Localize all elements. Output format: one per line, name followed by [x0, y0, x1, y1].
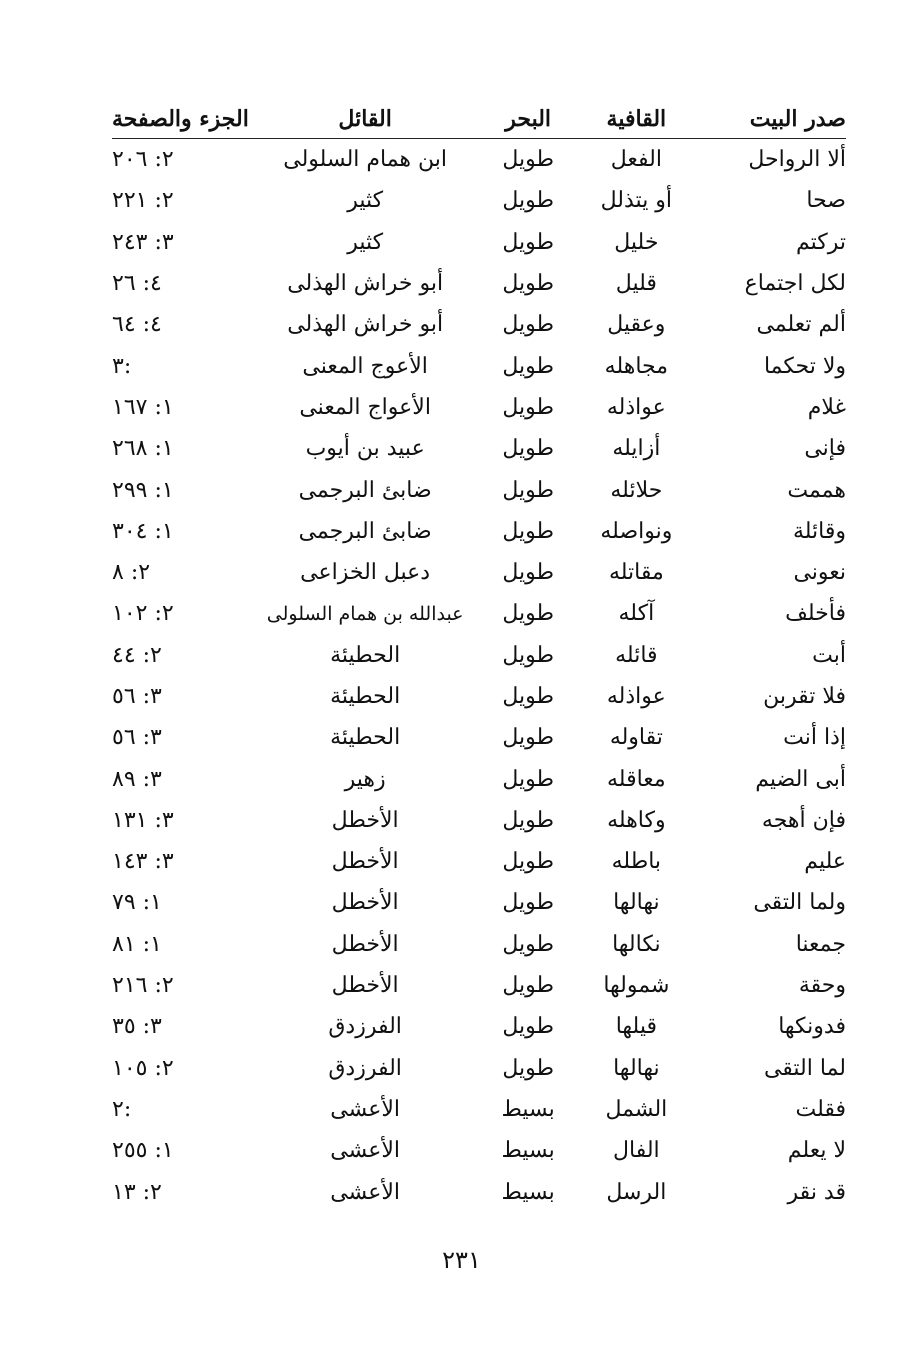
cell-ref: ٤: ٦٤ [112, 312, 162, 338]
cell-rhyme: حلائله [610, 477, 663, 503]
cell-meter: طويل [502, 147, 554, 173]
cell-ref: ٢: ٢١٦ [112, 973, 174, 999]
cell-verse: لكل اجتماع [744, 271, 846, 297]
cell-ref: ١: ٢٩٩ [112, 477, 174, 503]
header-row [112, 90, 846, 139]
header-poet: القائل [249, 90, 482, 139]
cell-meter: طويل [502, 312, 554, 338]
cell-rhyme: قليل [615, 271, 657, 297]
cell-rhyme: عواذله [606, 394, 666, 420]
cell-verse: فإنى [804, 436, 846, 462]
cell-poet: أبو خراش الهذلى [287, 312, 444, 338]
cell-meter: طويل [502, 890, 554, 916]
cell-ref: ٢: ١٠٢ [112, 601, 174, 627]
cell-poet: كثير [347, 229, 384, 255]
table-row [112, 758, 846, 799]
cell-poet: ضابئ البرجمى [298, 518, 432, 544]
table-row [112, 263, 846, 304]
cell-verse: لا يعلم [787, 1138, 846, 1164]
cell-poet: الفرزدق [328, 1014, 402, 1040]
cell-meter: طويل [502, 394, 554, 420]
cell-poet: الحطيئة [330, 642, 401, 668]
cell-meter: طويل [502, 931, 554, 957]
cell-ref: ٢: ٤٤ [112, 642, 162, 668]
table-row [112, 965, 846, 1006]
cell-poet: ابن همام السلولى [283, 147, 448, 173]
cell-meter: طويل [502, 684, 554, 709]
cell-verse: فلا تقربن [763, 684, 846, 709]
cell-verse: غلام [807, 394, 846, 420]
cell-verse: ألم تعلمى [756, 312, 846, 338]
table-row [112, 428, 846, 469]
cell-meter: طويل [502, 188, 554, 214]
cell-rhyme: عواذله [606, 684, 666, 709]
cell-ref: ٢: ٨ [112, 560, 151, 586]
cell-meter: طويل [502, 560, 554, 586]
header-ref: الجزء والصفحة [112, 90, 249, 139]
cell-verse: تركتم [795, 229, 846, 255]
cell-verse: صحا [806, 188, 846, 214]
table-row [112, 552, 846, 593]
cell-meter: بسيط [501, 1096, 555, 1122]
cell-poet: الحطيئة [330, 725, 401, 751]
header-rhyme: القافية [575, 90, 698, 139]
cell-poet: الأعوج المعنى [302, 353, 428, 379]
cell-poet: زهير [344, 766, 386, 792]
cell-poet: الأخطل [331, 973, 399, 999]
cell-meter: طويل [502, 973, 554, 999]
cell-verse: وحقة [798, 973, 846, 999]
cell-verse: هممت [787, 477, 846, 503]
cell-ref: ٣: ١٣١ [112, 807, 174, 833]
cell-rhyme: خليل [614, 229, 659, 255]
cell-rhyme: الرسل [606, 1179, 667, 1205]
cell-meter: طويل [502, 518, 554, 544]
cell-rhyme: الفعل [610, 147, 662, 173]
table-row [112, 924, 846, 965]
table-body [112, 139, 846, 1213]
cell-verse: فإن أهجه [761, 807, 846, 833]
table-row [112, 841, 846, 882]
cell-meter: طويل [502, 477, 554, 503]
cell-ref: ٤: ٢٦ [112, 271, 162, 297]
header-verse: صدر البيت [698, 90, 846, 139]
cell-rhyme: وكاهله [607, 807, 666, 833]
cell-rhyme: آكله [618, 601, 655, 627]
cell-rhyme: معاقله [607, 766, 666, 792]
cell-poet: الأعشى [330, 1138, 401, 1164]
table-row [112, 1089, 846, 1130]
cell-meter: طويل [502, 642, 554, 668]
table-row [112, 180, 846, 221]
cell-poet: الأخطل [331, 849, 399, 875]
cell-ref: ١: ١٦٧ [112, 394, 174, 420]
cell-ref: ٣: ٥٦ [112, 725, 162, 751]
cell-meter: طويل [502, 601, 554, 627]
cell-verse: لما التقى [763, 1055, 846, 1081]
cell-meter: بسيط [501, 1179, 555, 1205]
cell-poet: الفرزدق [328, 1055, 402, 1081]
cell-poet: كثير [347, 188, 384, 214]
cell-ref: ٢: ٢٢١ [112, 188, 174, 214]
cell-meter: طويل [502, 807, 554, 833]
table-row [112, 593, 846, 634]
cell-verse: فأخلف [785, 601, 846, 627]
cell-rhyme: قائله [615, 642, 658, 668]
cell-meter: طويل [502, 229, 554, 255]
cell-ref: ٣: ٣٥ [112, 1014, 162, 1040]
cell-ref: ١: ٧٩ [112, 890, 162, 916]
cell-ref: ١: ٣٠٤ [112, 518, 174, 544]
cell-rhyme: أزايله [612, 436, 661, 462]
cell-ref: ٣: [112, 353, 132, 379]
cell-ref: ٢: ١٠٥ [112, 1055, 174, 1081]
cell-meter: طويل [502, 271, 554, 297]
table-row [112, 635, 846, 676]
cell-poet: عبدالله بن همام السلولى [266, 602, 464, 625]
cell-rhyme: وعقيل [607, 312, 666, 338]
cell-verse: ولا تحكما [763, 353, 846, 379]
cell-verse: فقلت [795, 1096, 846, 1122]
cell-rhyme: قيلها [615, 1014, 657, 1040]
cell-verse: ألا الرواحل [748, 147, 846, 173]
table-row [112, 469, 846, 510]
table-row [112, 717, 846, 758]
cell-poet: ضابئ البرجمى [298, 477, 432, 503]
cell-verse: قد نقر [787, 1179, 846, 1205]
cell-ref: ١: ٨١ [112, 931, 162, 957]
cell-rhyme: الفال [613, 1138, 660, 1164]
table-row [112, 1171, 846, 1212]
cell-rhyme: باطله [611, 849, 662, 875]
table-row [112, 387, 846, 428]
cell-meter: طويل [502, 1055, 554, 1081]
cell-verse: جمعنا [795, 931, 846, 957]
cell-meter: طويل [502, 766, 554, 792]
cell-ref: ١: ٢٥٥ [112, 1138, 174, 1164]
cell-poet: الأعواج المعنى [299, 394, 431, 420]
cell-meter: طويل [502, 436, 554, 462]
table-row [112, 511, 846, 552]
cell-rhyme: نهالها [613, 890, 660, 916]
cell-ref: ٣: ٥٦ [112, 684, 162, 709]
cell-poet: الأعشى [330, 1179, 401, 1205]
cell-poet: الأعشى [330, 1096, 401, 1122]
cell-verse: عليم [804, 849, 846, 875]
cell-poet: الأخطل [331, 890, 399, 916]
cell-verse: أبت [812, 642, 846, 668]
cell-ref: ٢: ٢٠٦ [112, 147, 174, 173]
cell-poet: دعبل الخزاعى [300, 560, 431, 586]
cell-poet: الأخطل [331, 931, 399, 957]
table-row [112, 1006, 846, 1047]
cell-rhyme: نكالها [612, 931, 661, 957]
cell-rhyme: مقاتله [608, 560, 664, 586]
cell-ref: ٣: ١٤٣ [112, 849, 174, 875]
cell-ref: ١: ٢٦٨ [112, 436, 174, 462]
cell-meter: طويل [502, 353, 554, 379]
cell-ref: ٣: ٨٩ [112, 766, 162, 792]
table-row [112, 345, 846, 386]
cell-poet: الحطيئة [330, 684, 401, 709]
verse-index-table [112, 90, 846, 1213]
cell-ref: ٢: [112, 1096, 132, 1122]
cell-poet: عبيد بن أيوب [305, 436, 425, 462]
header-meter: البحر [481, 90, 574, 139]
cell-verse: وقائلة [792, 518, 846, 544]
cell-verse: إذا أنت [783, 725, 846, 751]
cell-rhyme: ونواصله [600, 518, 673, 544]
cell-meter: بسيط [501, 1138, 555, 1164]
cell-ref: ٢: ١٣ [112, 1179, 162, 1205]
cell-verse: أبى الضيم [755, 766, 846, 792]
cell-verse: فدونكها [778, 1014, 846, 1040]
cell-verse: ولما التقى [753, 890, 846, 916]
table-row [112, 304, 846, 345]
cell-rhyme: أو يتذلل [600, 188, 673, 214]
table-row [112, 1048, 846, 1089]
table-row [112, 882, 846, 923]
cell-rhyme: الشمل [605, 1096, 668, 1122]
cell-rhyme: مجاهله [604, 353, 669, 379]
cell-verse: نعونى [793, 560, 846, 586]
table-row [112, 1130, 846, 1171]
page-number: ٢٣١ [442, 1246, 481, 1274]
cell-ref: ٣: ٢٤٣ [112, 229, 174, 255]
table-row [112, 222, 846, 263]
table-row [112, 139, 846, 181]
cell-meter: طويل [502, 1014, 554, 1040]
cell-rhyme: شمولها [603, 973, 670, 999]
cell-poet: الأخطل [331, 807, 399, 833]
table-row [112, 800, 846, 841]
cell-meter: طويل [502, 725, 554, 751]
table-row [112, 676, 846, 717]
cell-poet: أبو خراش الهذلى [287, 271, 444, 297]
cell-rhyme: نهالها [613, 1055, 660, 1081]
cell-rhyme: تقاوله [609, 725, 663, 751]
cell-meter: طويل [502, 849, 554, 875]
